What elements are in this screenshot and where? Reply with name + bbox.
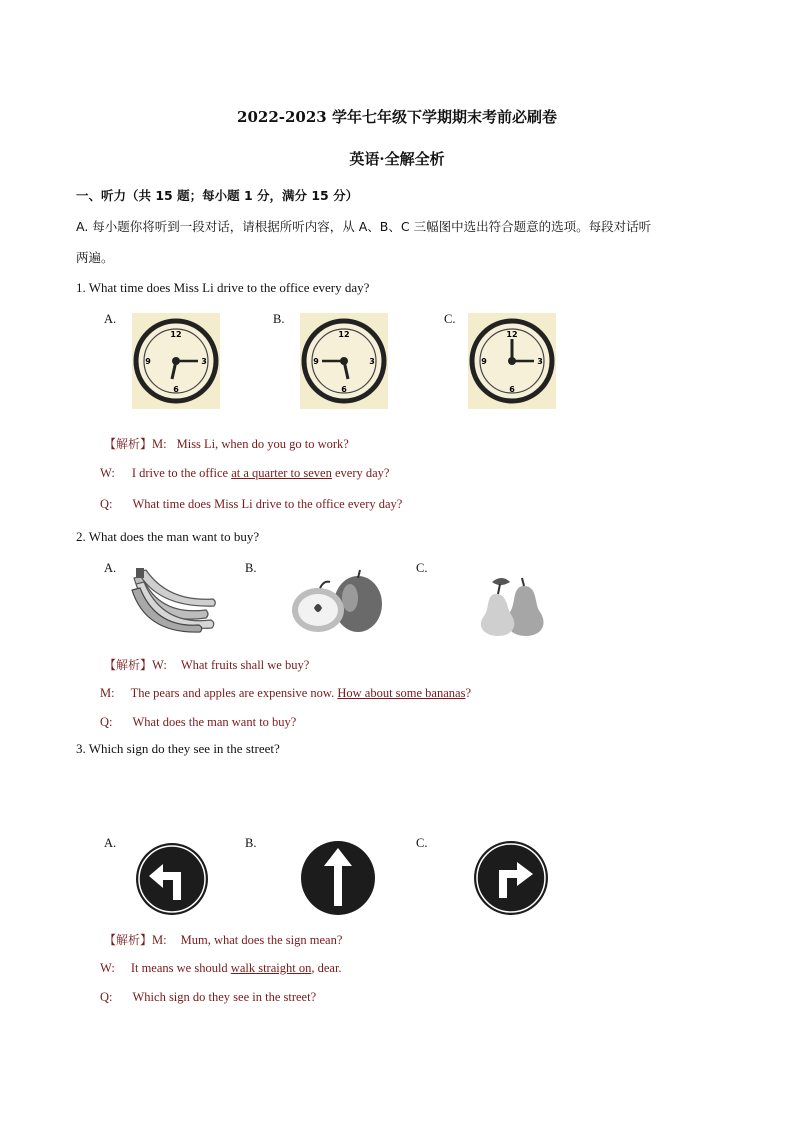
go-straight-sign-icon — [300, 840, 376, 920]
dialog-text: It means we should — [130, 961, 231, 975]
q2-option-b-label: B. — [245, 561, 257, 575]
speaker: M: — [152, 437, 167, 451]
dialog-text: What does the man want to buy? — [132, 715, 297, 729]
svg-text:6: 6 — [341, 385, 347, 394]
q3-option-a-label: A. — [104, 836, 117, 850]
q3-option-b-label: B. — [245, 836, 257, 850]
q1-option-a-label: A. — [104, 312, 117, 326]
dialog-text: Mum, what does the sign mean? — [180, 933, 343, 947]
speaker: M: — [152, 933, 167, 947]
speaker: W: — [100, 466, 115, 480]
dialog-text: I drive to the office — [131, 466, 232, 480]
speaker: Q: — [100, 990, 113, 1004]
q2-analysis-line-3 — [100, 715, 296, 730]
q1-option-b-label: B. — [273, 312, 285, 326]
question-2: 2. What does the man want to buy? — [76, 529, 260, 544]
dialog-text: Miss Li, when do you go to work? — [176, 437, 349, 451]
analysis-tag: 【解析】 — [104, 933, 153, 947]
q2-analysis-line-1 — [104, 656, 309, 673]
q3-analysis-line-1 — [104, 931, 342, 948]
apple-icon — [290, 568, 384, 640]
q3-option-c-label: C. — [416, 836, 428, 850]
section-heading: 一、听力（共 15 题；每小题 1 分，满分 15 分） — [76, 188, 359, 203]
dialog-text: What time does Miss Li drive to the office every day? — [132, 497, 403, 511]
svg-text:12: 12 — [170, 330, 182, 339]
clock-icon — [300, 313, 388, 413]
svg-text:3: 3 — [369, 357, 375, 366]
dialog-text: What fruits shall we buy? — [180, 658, 310, 672]
q1-analysis-line-1 — [104, 435, 349, 452]
clock-icon — [132, 313, 220, 413]
instruction-line-2: 两遍。 — [76, 250, 114, 265]
svg-text:12: 12 — [338, 330, 350, 339]
svg-text:9: 9 — [145, 357, 151, 366]
underlined-answer: at a quarter to seven — [231, 466, 332, 480]
svg-text:9: 9 — [481, 357, 487, 366]
clock-icon — [468, 313, 556, 413]
page-title: 2022-2023 学年七年级下学期期末考前必刷卷 — [237, 108, 557, 126]
svg-text:12: 12 — [506, 330, 518, 339]
dialog-text: Which sign do they see in the street? — [132, 990, 317, 1004]
page-subtitle: 英语·全解全析 — [349, 150, 445, 168]
q3-analysis-line-2 — [100, 961, 342, 976]
dialog-text: , dear. — [311, 961, 342, 975]
dialog-text: The pears and apples are expensive now. — [130, 686, 338, 700]
dialog-text: every day? — [331, 466, 390, 480]
underlined-answer: How about some bananas — [337, 686, 466, 700]
turn-right-sign-icon — [473, 840, 549, 920]
instruction-line-1: A. 每小题你将听到一段对话，请根据所听内容，从 A、B、C 三幅图中选出符合题意的选项。每段对话听 — [76, 219, 652, 234]
q2-option-c-label: C. — [416, 561, 428, 575]
svg-text:9: 9 — [313, 357, 319, 366]
svg-text:6: 6 — [509, 385, 515, 394]
svg-text:3: 3 — [201, 357, 207, 366]
analysis-tag: 【解析】 — [104, 658, 153, 672]
q2-option-a-label: A. — [104, 561, 117, 575]
speaker: Q: — [100, 715, 113, 729]
speaker: M: — [100, 686, 115, 700]
banana-icon — [128, 568, 218, 640]
analysis-tag: 【解析】 — [104, 437, 153, 451]
q1-analysis-line-3 — [100, 497, 402, 512]
speaker: W: — [152, 658, 167, 672]
q1-analysis-line-2 — [100, 466, 389, 481]
question-3: 3. Which sign do they see in the street? — [76, 741, 280, 756]
q2-analysis-line-2 — [100, 686, 471, 701]
q1-option-c-label: C. — [444, 312, 456, 326]
pear-icon — [472, 570, 548, 642]
speaker: Q: — [100, 497, 113, 511]
dialog-text: ? — [465, 686, 472, 700]
q3-analysis-line-3 — [100, 990, 316, 1005]
turn-left-sign-icon — [135, 842, 209, 920]
svg-text:6: 6 — [173, 385, 179, 394]
svg-text:3: 3 — [537, 357, 543, 366]
speaker: W: — [100, 961, 115, 975]
question-1: 1. What time does Miss Li drive to the office every day? — [76, 280, 370, 295]
underlined-answer: walk straight on — [230, 961, 312, 975]
